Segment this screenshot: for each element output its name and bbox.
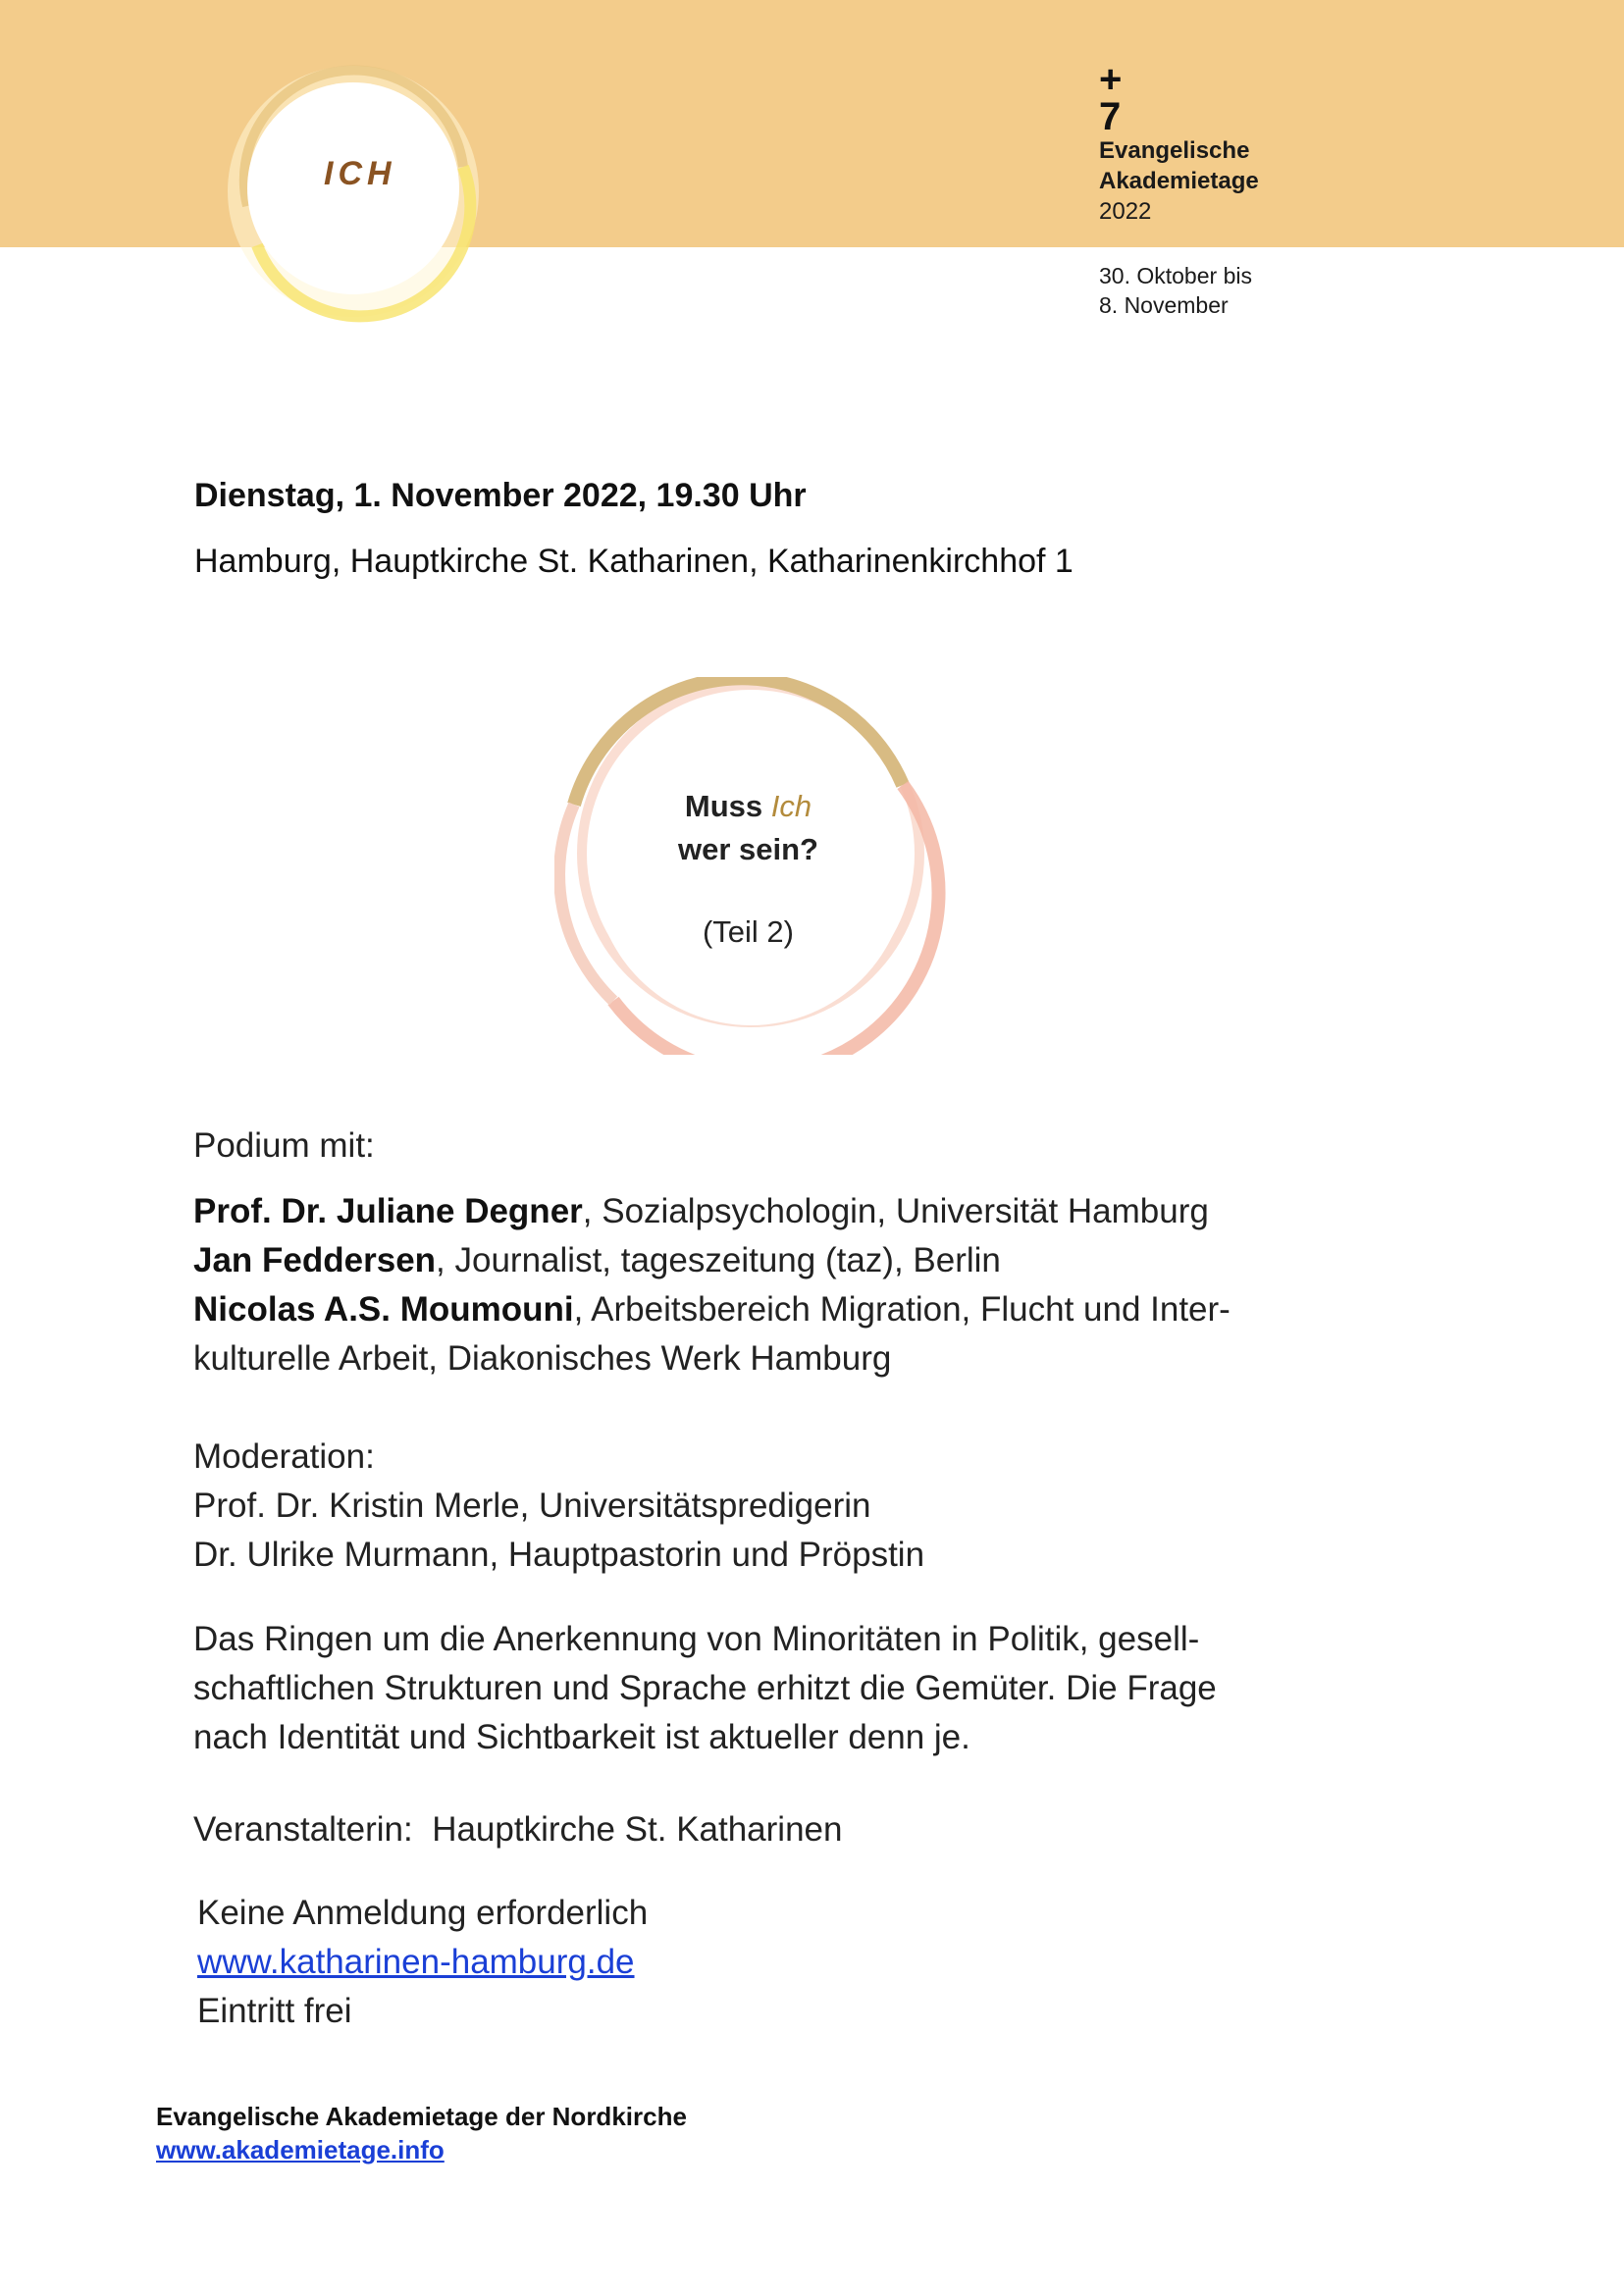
brand-line1: Evangelische <box>1099 137 1250 164</box>
panelist-role: , Sozialpsychologin, Universität Hamburg <box>582 1192 1209 1230</box>
footer-org: Evangelische Akademietage der Nordkirche <box>156 2102 687 2131</box>
festival-dates <box>1099 261 1252 320</box>
panelist-3 <box>193 1285 1322 1334</box>
emblem-prefix: Muss <box>684 789 763 823</box>
emblem-line2: wer sein? <box>678 832 818 866</box>
logo-word: ICH <box>324 155 396 192</box>
registration-note: Keine Anmeldung erforderlich <box>197 1894 649 1932</box>
brand-year: 2022 <box>1099 198 1152 225</box>
moderator-1: Prof. Dr. Kristin Merle, Universitätspredigerin <box>193 1487 871 1525</box>
panelist-2 <box>193 1236 1322 1285</box>
brand-seven-mark: 7 <box>1099 95 1122 138</box>
emblem-subtitle: (Teil 2) <box>702 914 794 949</box>
organizer: Veranstalterin: Hauptkirche St. Katharinen <box>193 1810 843 1849</box>
katharinen-link[interactable]: www.katharinen-hamburg.de <box>197 1943 635 1981</box>
panelist-role: , Arbeitsbereich Migration, Flucht und Inter- <box>573 1290 1231 1329</box>
podium-list <box>193 1187 1322 1383</box>
panelist-3-continuation: kulturelle Arbeit, Diakonisches Werk Hamburg <box>193 1339 892 1378</box>
moderation-heading: Moderation: <box>193 1437 375 1476</box>
moderation-block <box>193 1433 924 1580</box>
emblem-accent: Ich <box>770 789 812 823</box>
panelist-name: Jan Feddersen <box>193 1241 437 1279</box>
description-line: Das Ringen um die Anerkennung von Minoritäten in Politik, gesell- <box>193 1620 1200 1658</box>
event-date-time: Dienstag, 1. November 2022, 19.30 Uhr <box>194 477 807 514</box>
panelist-role: , Journalist, tageszeitung (taz), Berlin <box>436 1241 1001 1279</box>
brand-plus-mark: + <box>1099 58 1123 101</box>
akademietage-link[interactable]: www.akademietage.info <box>156 2135 445 2165</box>
description <box>193 1615 1322 1762</box>
info-block <box>197 1889 648 2036</box>
emblem-title <box>628 785 868 871</box>
brand-block <box>1099 58 1259 227</box>
podium-heading: Podium mit: <box>193 1126 375 1165</box>
dates-line2: 8. November <box>1099 292 1229 318</box>
panelist-name: Nicolas A.S. Moumouni <box>193 1290 574 1329</box>
panelist-name: Prof. Dr. Juliane Degner <box>193 1192 583 1230</box>
description-line: nach Identität und Sichtbarkeit ist aktueller denn je. <box>193 1718 970 1756</box>
panelist-1 <box>193 1187 1322 1236</box>
dates-line1: 30. Oktober bis <box>1099 263 1252 288</box>
admission-note: Eintritt frei <box>197 1992 352 2030</box>
brand-line2: Akademietage <box>1099 168 1259 194</box>
moderator-2: Dr. Ulrike Murmann, Hauptpastorin und Pröpstin <box>193 1536 925 1574</box>
footer <box>156 2100 687 2166</box>
description-line: schaftlichen Strukturen und Sprache erhitzt die Gemüter. Die Frage <box>193 1669 1217 1707</box>
event-location: Hamburg, Hauptkirche St. Katharinen, Katharinenkirchhof 1 <box>194 543 1074 580</box>
